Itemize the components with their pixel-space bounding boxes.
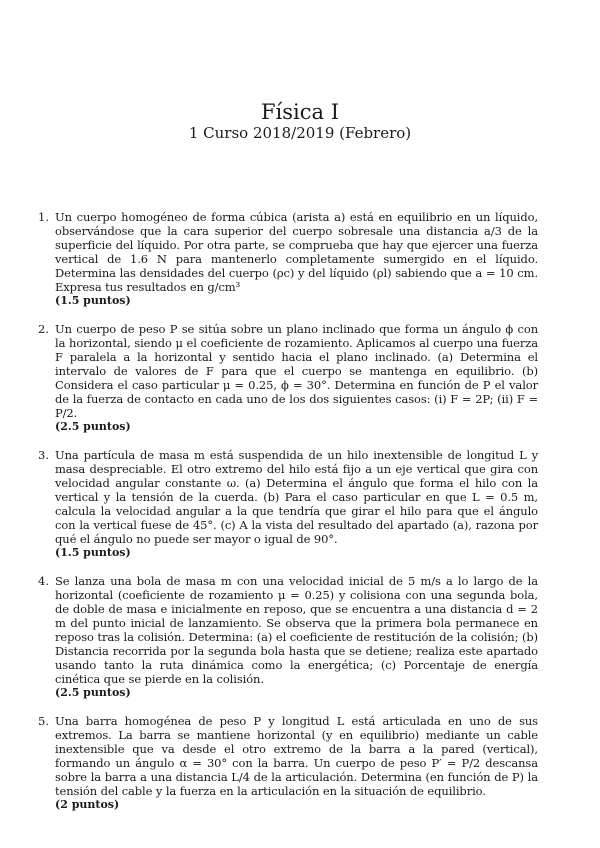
problem-number: 5. <box>38 714 49 728</box>
problem-text: Se lanza una bola de masa m con una velocidad inicial de 5 m/s a lo largo de la horizontal (coeficiente de rozamiento μ = 0.25) y colisiona con una segunda bola, de doble de masa e inicialmente en reposo, que se encuentra a una distancia d = 2 m del punto inicial de lanzamiento. Se observa que la primera bola permanece en reposo tras la colisión. Determina: (a) el coeficiente de restitución de la colisión; (b) Distancia recorrida por la segunda bola hasta que se detiene; realiza este apartado usando tanto la ruta dinámica como la energética; (c) Porcentaje de energía cinética que se pierde en la colisión. <box>55 574 538 686</box>
problem-number: 1. <box>38 210 49 224</box>
problem-5 <box>38 714 538 812</box>
problem-text: Un cuerpo homogéneo de forma cúbica (arista a) está en equilibrio en un líquido, observándose que la cara superior del cuerpo sobresale una distancia a/3 de la superficie del líquido. Por otra parte, se comprueba que hay que ejercer una fuerza vertical de 1.6 N para mantenerlo completamente sumergido en el líquido. Determina las densidades del cuerpo (ρc) y del líquido (ρl) sabiendo que a = 10 cm. Expresa tus resultados en g/cm³ <box>55 210 538 294</box>
problem-points: (1.5 puntos) <box>55 546 131 559</box>
problem-text: Una partícula de masa m está suspendida de un hilo inextensible de longitud L y masa despreciable. El otro extremo del hilo está fijo a un eje vertical que gira con velocidad angular constante ω. (a) Determina el ángulo que forma el hilo con la vertical y la tensión de la cuerda. (b) Para el caso particular en que L = 0.5 m, calcula la velocidad angular a la que tendría que girar el hilo para que el ángulo con la vertical fuese de 45°. (c) A la vista del resultado del apartado (a), razona por qué el ángulo no puede ser mayor o igual de 90°. <box>55 448 538 546</box>
problem-list <box>38 210 538 826</box>
problem-points: (2.5 puntos) <box>55 420 131 433</box>
problem-2 <box>38 322 538 434</box>
problem-1 <box>38 210 538 308</box>
problem-points: (2 puntos) <box>55 798 120 811</box>
problem-number: 2. <box>38 322 49 336</box>
problem-number: 3. <box>38 448 49 462</box>
page-title: Física I <box>260 100 340 124</box>
problem-points: (1.5 puntos) <box>55 294 131 307</box>
problem-3 <box>38 448 538 560</box>
problem-number: 4. <box>38 574 49 588</box>
problem-4 <box>38 574 538 700</box>
problem-text: Un cuerpo de peso P se sitúa sobre un plano inclinado que forma un ángulo ϕ con la horizontal, siendo μ el coeficiente de rozamiento. Aplicamos al cuerpo una fuerza F paralela a la horizontal y sentido hacia el plano inclinado. (a) Determina el intervalo de valores de F para que el cuerpo se mantenga en equilibrio. (b) Considera el caso particular μ = 0.25, ϕ = 30°. Determina en función de P el valor de la fuerza de contacto en cada uno de los dos siguientes casos: (i) F = 2P; (ii) F = P/2. <box>55 322 538 420</box>
problem-points: (2.5 puntos) <box>55 686 131 699</box>
page-subtitle: 1 Curso 2018/2019 (Febrero) <box>188 124 412 142</box>
problem-text: Una barra homogénea de peso P y longitud L está articulada en uno de sus extremos. La barra se mantiene horizontal (y en equilibrio) mediante un cable inextensible que va desde el otro extremo de la barra a la pared (vertical), formando un ángulo α = 30° con la barra. Un cuerpo de peso P′ = P/2 descansa sobre la barra a una distancia L/4 de la articulación. Determina (en función de P) la tensión del cable y la fuerza en la articulación en la situación de equilibrio. <box>55 714 538 798</box>
